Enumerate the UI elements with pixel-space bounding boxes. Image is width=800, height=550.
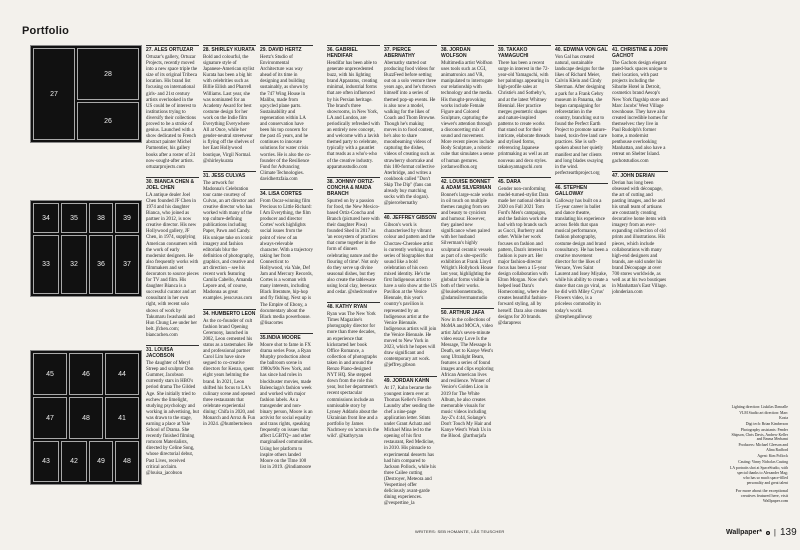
text-column-9 [612, 45, 668, 395]
credit-line: Agent: Kim Pollock [757, 454, 788, 459]
thumb-cell [89, 441, 113, 482]
thumb-cell [115, 203, 139, 233]
entry-heading: 38. JORDAN WOLFSON [441, 45, 494, 59]
thumb-number: 47 [46, 414, 54, 422]
profile-entry [260, 333, 313, 471]
entry-heading: 29. DAVID HERTZ [260, 45, 313, 53]
credit-line: Producers: Michael Gleeson and Alina Radford [738, 443, 788, 453]
entry-heading: 38. JOHNNY ORTIZ-CONCHA & MAIDA BRANCH [327, 177, 380, 197]
entry-body: There has been a recent surge in interest in the 72-year-old Yamaguchi, with her paintings appearing in high-profile sales at Christie's and Sotheby's, and at the latest Whitney Biennial. Her practice merges geometric shapes and nature-inspired patterns to create works that stand out for their intricate, elaborate threads and stylised forms, referencing Japanese printmaking as well as art nouveau and deco styles. takakoyamaguchi.com [498, 61, 550, 170]
portrait-grid-b [30, 200, 142, 297]
text-column-8 [555, 45, 608, 525]
entry-body: Abernathy started out producing food videos for BuzzFeed before setting out on a solo venture three years ago, and he's thrown himself into a series of themed pop-up events. He is also now a model, walking for the likes of Coach and Thom Browne. Though he's making moves in to food content, he's also to share moonbeaming videos of capturing the dishes, videos of creating such as strawberry shortcake and this 100-format collective Aterbridge, and writes a cookbook called "Don't Skip The Dip" (fans can already buy matching socks with the slogan). @piercebernathy [384, 61, 437, 207]
entry-body: Galloway has built on a 15-year career in ballet and dance theatre, translating his experience across fields that span musical performance, fashion photography, costume design and brand consultancy. He has been a creative movement director for the likes of Versace, Yves Saint Laurent and Issey Miyake, while his ability to create a dance that can go viral, as he did with Miley Cyrus' Flowers video, is a priceless commodity in today's world. @stephengalloway [555, 198, 608, 320]
more-info-note: For more about the exceptional creatives featured here, visit Wallpaper.com [735, 488, 788, 504]
entry-heading: 50. ARTHUR JAFA [441, 308, 494, 316]
profile-entry [146, 45, 199, 171]
profile-entry [260, 189, 313, 327]
portrait-grid-c [30, 350, 142, 485]
profile-entry [384, 376, 437, 508]
entry-heading: 41. CHRISTINE & JOHN GACHOT [612, 47, 668, 59]
thumb-cell [89, 203, 113, 233]
profile-entry [327, 45, 380, 171]
entry-heading: 30. BIANCA CHEN & JOEL CHEN [146, 177, 199, 191]
entry-body: Von Gal has created natural, sustainable landscape designs for the likes of Richard Meier, Calvin Klein and Cindy Sherman. After designing a park for a Frank Gehry museum in Panama, she began campaigning for reforestation in the country, branching out to found the Perfect Earth Project to promote nature-based, toxin-free land care practices. She is soft-spoken about her quietly manifest and her clients and long blades swaying in the wind. perfectearthproject.org [555, 55, 607, 176]
entry-heading: 36. GABRIEL HENDIFAR [327, 45, 380, 59]
credit-line: Lighting direction: Liukilas Dancalle [731, 405, 788, 409]
text-column-6 [441, 45, 494, 525]
entry-body: Ryan was The New York Times Magazine's photography director for more than three decades, an experience that kickstarted her book Office Romance, a collection of photographs taken in and around the Renzo Piano-designed NYT HQ. She stepped down from the role this year, but her department's recent spectacular commissions include an unmissable story by Lynsey Addario about the Ukrainian front line and a portfolio by James Nachtwey on 'actors in the wild'. @kathyryan [327, 312, 379, 440]
entry-heading: 40. EDWINA VON GAL [555, 47, 608, 53]
profile-entry [612, 45, 668, 165]
profile-entry [441, 177, 494, 303]
portrait-grid-a [30, 45, 142, 143]
entry-body: Multimedia artist Wolfson uses tools such as CGI, animatronics and VR, manipulated to interrogate our relationship with technology and the media. His thought-provoking works include Female Figure and Colored Sculpture, capturing the viewer's attention through a disconcerting mix of sound and movement. More recent pieces include Body Sculpture, a robotic cube that simulates a sense of human gestures. jordanwolfson.org [441, 61, 494, 170]
thumb-cell [77, 48, 139, 100]
entry-heading: 34. LISA CORTES [260, 189, 313, 197]
thumb-cell [77, 102, 139, 140]
entry-heading: 45. DARA [498, 177, 551, 185]
profile-entry [384, 213, 437, 369]
text-column-7 [498, 45, 551, 525]
thumb-cell [69, 397, 103, 439]
entry-heading: 39. TAKAKO YAMAGUCHI [498, 45, 551, 59]
entry-heading: 34. HUMBERTO LEON [203, 310, 256, 317]
entry-heading: 27. ALES ORTUZAR [146, 45, 199, 53]
profile-entry [146, 345, 199, 477]
credit-line: Digi tech: Brian Kimberson [745, 421, 788, 426]
entry-heading: 47. JOHN DERIAN [612, 171, 668, 179]
profile-entry [555, 45, 608, 177]
photo-credits [730, 405, 788, 487]
entry-body: The artwork for Madonna's Celebration tour came courtesy of Culvas, an art director and creative director who has worked with many of the top culture-defining publications including Paper, Pawn and Candy. His unique take on iconic imagery and fashion editorials blur the definition of photography, graphics, and creative and art direction – see his recent work featuring Camila Cabello, Amanda Lepore and, of course, Madonna as great examples. jesscuvas.com [203, 180, 255, 302]
entry-heading: 46. STEPHEN GALLOWAY [555, 183, 608, 197]
thumb-cell [61, 235, 87, 294]
entry-heading: 42. LOUISE BONNET & ADAM SILVERMAN [441, 177, 494, 191]
thumb-number: 44 [118, 370, 126, 378]
profile-entry [441, 308, 494, 440]
entry-body: Hertz's Studio of Environmental Architecture was way ahead of its time in designing and building sustainably, as shown by the 747 Wing House in Malibu, made from upcycled plane parts. Sustainability and regeneration within LA and conservation have been his top concern for the past 45 years, and he continues to innovate solutions for water crisis worries. He is also the co-founder of the Resilience Fund for Advancing Climate Technologies. davidhertzfaia.com [260, 55, 312, 182]
entry-body: Bold and colourful, the signature style of Japanese-American stylist Kurata has been a big hit with celebrities such as Billie Eilish and Pharrell Williams. Last year, she was nominated for an Academy Award for best costume design for her work on the Indie film Everything Everywhere All at Once, while her gender-neutral streetwear is flying off the shelves of her East Hollywood boutique, Virgil Normal. @shirleykurata [203, 55, 255, 164]
thumb-number: 49 [97, 458, 105, 465]
thumb-cell [61, 441, 87, 482]
thumb-number: 39 [123, 214, 131, 222]
thumb-cell [33, 353, 67, 395]
entry-body: The daughter of Meryl Streep and sculptor Don Gummer, Jacobson currently stars in HBO's period drama The Gilded Age. She initially tried to eschew the limelight, studying psychology and working in advertising, but was drawn to the stage, earning a place at Yale School of Drama. She recently finished filming romcom Materialists, directed by Celine Song, whose directorial debut, Past Lives, received critical acclaim. @louisa_jacobson [146, 361, 199, 476]
thumb-cell [115, 441, 139, 482]
profile-entry [203, 171, 256, 303]
thumb-cell [33, 397, 67, 439]
entry-body: From Oscar-winning film Precious to Little Richard: I Am Everything, the film producer and director Cortes' work highlights social issues from the point of view of an always-relevable character. With a trajectory taking her from Connecticut to Hollywood, via Yale, Def Jam and Mercury Records, Cortes is a woman with many interests, including Black literature, hip-hop and fly fishing. Next up is The Empire of Ebony, a documentary about the Black media powerhouse. @lisacortes [260, 198, 313, 326]
entry-body: Spurred on by a passion for food, the New Mexico-based Ortiz-Concha and Branch (pictured here with their daughter Piwa) founded Shed in 2017 as 'an ecosystem of practices that come together in the form of dinners celebrating nature and the flouring of time'. Not only do they serve up divine seasonal dishes, but they also create the tableware using local clay, beeswax and cedar. @shedcreative [327, 198, 380, 296]
thumb-number: 26 [104, 117, 112, 125]
credit-line: Photography assistants: Fender Shipson, Chris Davis, Andrew Keller and Emma Merhami [731, 427, 788, 442]
text-column-3 [260, 45, 313, 520]
thumb-cell [105, 397, 139, 439]
thumb-number: 48 [82, 414, 90, 422]
profile-entry [441, 45, 494, 171]
thumb-number: 37 [123, 261, 131, 268]
text-column-1 [146, 45, 199, 520]
footer-divider: | [773, 528, 776, 537]
credit-line: Casting: Vinny Nicholas Casting [738, 460, 788, 465]
thumb-cell [33, 441, 59, 482]
thumb-cell [105, 353, 139, 395]
thumb-cell [115, 235, 139, 294]
entry-heading: 40. JEFFREY GIBSON [384, 215, 436, 222]
thumb-cell [33, 203, 59, 233]
entry-body: Derian has long been obsessed with découpage, the art of cutting and pasting images, and he and his small team of artisans are constantly creating decorative home items with imagery from an ever-expanding collection of old prints and illustrations. His pieces, which include collaborations with many high-end designers and brands, are sold under his brand Découpage at over 700 stores worldwide, as well as at his two boutiques in Manhattan's East Village. johnderian.com [612, 180, 667, 296]
text-column-5 [384, 45, 437, 525]
entry-heading: 49. JORDAN KAHN [384, 376, 437, 384]
profile-entry [203, 309, 256, 429]
entry-heading: 37. PIERCE ABERNATHY [384, 45, 437, 59]
entry-body: At 17, Kahn became the youngest intern ever at Thomas Keller's French Laundry after sending the chef a nine-page application letter. Stints under Grant Achatz and Michael Mina led to the opening of his first restaurant, Red Medicine, in 2010. His pinnacle to experimental desserts has had him compared to Jackson Pollock, while his three Cailee cutting (Destroyer, Meteora and Vespertine) offer deliciously avant-garde dining experiences. @vespertine_la [384, 385, 436, 507]
profile-entry [327, 302, 380, 440]
brand-logo: Wallpaper* [726, 529, 762, 536]
entry-body: As the co-founder of cult fashion brand Opening Ceremony, launched in 2002, Leon cemented his status as a tastemaker. He and professional partner Carol Lim have since segued to co-creative directors for Kenzo, spent eight years helming the brand. In 2021, Leon shifted his focus to LA's culinary scene and opened three restaurants that celebrate experiential dining: Chifa in 2020, and Monarch and Arroz & Fun in 2024. @humbertoleon [203, 318, 256, 428]
entry-body: Moore shot to fame in FX drama series Pose, a Ryan Murphy production about the ballroom scene in 1980s/90s New York, and has since had roles in blockbuster movies, made Balenciaga's fashion week and worked with major fashion labels. As a transgender and non-binary person, Moore is an activist for social equality and trans rights, speaking frequently on issues that affect LGBTQ+ and other marginalised communities. Using her platform to inspire others landed Moore on the Time 100 list in 2019. @indiamoore [260, 342, 313, 470]
entry-body: Ortuzar's gallery, Ortuzar Projects, recently moved into a new space triple the size of its original Tribeca location. His brand list focusing on international girls- and 21st century artists overlooked in the US could be of interest to institutions trying to diversify their collections proved to be a stroke of genius. Launched with a show dedicated to French abstract painter Michel Parmentier, his gallery books after a roster of 24 now-sought-after artists. ortuzarprojects.com [146, 55, 198, 170]
entry-heading: 31. LOUISA JACOBSON [146, 345, 199, 359]
profile-entry [146, 177, 199, 339]
credit-line: VLM Studio art direction: Marc Kosta [739, 410, 788, 420]
profile-entry [612, 171, 668, 297]
entry-heading: 48. KATHY RYAN [327, 302, 380, 310]
thumb-number: 42 [70, 458, 78, 465]
thumb-number: 34 [42, 214, 50, 222]
text-column-4 [327, 45, 380, 525]
page-number: 139 [780, 527, 797, 538]
profile-entry [498, 45, 551, 171]
entry-body: The Gachots design elegant pared-back spaces unique to their location, with past projects including the Sibarite Hotel in Detroit, cosmetics brand Aesop's New York flagship store and Marc Jacobs' West Village townhouse. They have also created incredible homes for themselves: they live in Paul Rudolph's former home, a modernist penthouse overlooking Manhattan, and also have a retreat on Shelter Island. gachotstudios.com [612, 61, 668, 164]
profile-entry [260, 45, 313, 183]
entry-body: Bonnet's large-scale works in oil touch on multiple themes ranging from sex and beauty to cynicism and humour. However, they gained new significance when paired with her husband Silverman's highly sculptural ceramic vessels as part of a site-specific exhibition at Frank Lloyd Wright's Hollyhock House last year, highlighting the globular forms visible in both of their works. @louisebonnetstudio, @adamsilvermanstudio [441, 192, 494, 302]
entry-body: Gender non-conforming model-turned-stylist Dara made her national debut in 2020 on Fall 2021 Tom Ford's Men's campaigns, and the fashion work she had with top brands such as Gucci, Burberry and other. While her work focuses on fashion and pattern, Dara's interest in fashion is pure art. Her major fashion-director focus has been a 15-year design collaboration with Elton Morgan. Now she's helped lead Dara's Homecoming, where she creates beautiful fashion-forward styling, all by herself. Dara also creates designs for 20 brands. @darapress [498, 186, 551, 326]
thumb-number: 36 [97, 261, 105, 268]
profile-entry [203, 45, 256, 165]
thumb-number: 48 [123, 458, 131, 465]
thumb-number: 28 [104, 70, 112, 78]
thumb-number: 32 [70, 261, 78, 268]
entry-heading: 31. JESS CULVAS [203, 171, 256, 179]
text-column-2 [203, 45, 256, 520]
entry-body: LA antique dealer Joel Chen founded JF Chen in 1974 and his daughter Bianca, who joined as partner in 2012, is now creative director. His new Hollywood gallery, JF Chen, in 1974, supplying American consumers with the work of early modernist designers. He also frequently works with filmmakers and set decorators to source pieces for TV and film. His daughter Bianca is a successful curator and art consultant in her own right, with recent solo shows of work by Takumaru Iwashashi and Hun Chung Lee under her belt. jfchen.com; biancachen.com [146, 192, 199, 338]
entry-heading: 28. SHIRLEY KURATA [203, 47, 255, 53]
profile-entry [555, 183, 608, 321]
thumb-cell [61, 203, 87, 233]
credit-line: LA portraits shot at SpaceStudio, with special thanks to Alexander Mag; who has so much space-filled personality and great talent [730, 465, 789, 485]
section-title: Portfolio [22, 25, 70, 37]
entry-body: Gibson's work is characterised by vibrant colour and pattern and the Choctaw-Cherokee artist is currently working on a series of biographies that sound like a bold celebration of his own mixed identity. He's the first Indigenous artist to have a solo show at the US Pavilion at the Venice Biennale, this year's country's pavilion is represented by an Indigenous artist at the Venice Biennale. Indigenous artists will join the Venice Biennale. He moved to New York in 2023, which he hopes will draw significant and contemporary art work. @jeffrey.gibson [384, 223, 437, 369]
thumb-number: 33 [42, 261, 50, 268]
profile-entry [498, 177, 551, 327]
thumb-number: 45 [46, 370, 54, 378]
thumb-cell [33, 235, 59, 294]
registered-mark-icon: ® [766, 530, 770, 535]
thumb-number: 38 [97, 214, 105, 222]
thumb-cell [89, 235, 113, 294]
entry-heading: 35.INDIA MOORE [260, 333, 313, 341]
profile-entry [327, 177, 380, 297]
thumb-cell [33, 48, 75, 140]
entry-body: Hendifar has been able to generate unprecedented buzz, with his lighting brand Apparatus, creating minimal, industrial forms that are often influenced by his Persian heritage. The brand's three showrooms, in New York, LA and London, are periodically refreshed with an entirely new concept, and welcome with a lavish themed party to celebrate, typically with a gauntlet that reads as a who's-who of the creative industry. apparatusstudio.com [327, 61, 380, 170]
writers-credit: WRITERS: SEB HOMANTE, LÅS TEUSCHER [415, 529, 505, 534]
thumb-number: 35 [70, 214, 78, 222]
thumb-number: 41 [118, 414, 126, 422]
thumb-number: 43 [42, 458, 50, 465]
thumb-cell [69, 353, 103, 395]
thumb-number: 27 [50, 90, 58, 98]
profile-entry [384, 45, 437, 207]
page-footer [726, 527, 797, 538]
thumb-number: 46 [82, 370, 90, 378]
entry-body: Now in the collections of MoMA and MOCA, video artist Jafa's seven-minute video essay Love Is the Message, The Message Is Death, set to Kanye West's song Ultralight Beam, features a series of found images and clips exploring African American lives and resilience. Winner of Venice's Golden Lion in 2019 for The White Album, he also creates memorable visuals for music videos including Jay-Z's 4:44, Solange's Don't Touch My Hair and Kanye West's Wash Us in the Blood. @arthurjafa [441, 318, 494, 440]
